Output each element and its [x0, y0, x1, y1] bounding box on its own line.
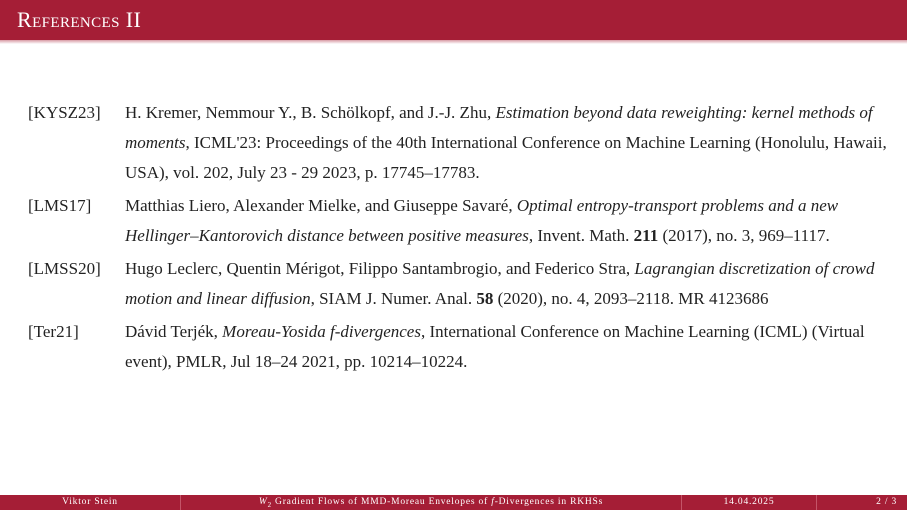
reference-body	[125, 98, 888, 188]
reference-item	[28, 191, 888, 251]
reference-item	[28, 254, 888, 314]
reference-volume: 211	[633, 226, 659, 245]
reference-authors: H. Kremer, Nemmour Y., B. Schölkopf, and J.-J. Zhu,	[125, 103, 496, 122]
reference-item	[28, 317, 888, 377]
footer-title-mid: Gradient Flows of MMD-Moreau Envelopes of	[271, 497, 492, 507]
reference-details: (2017), no. 3, 969–1117.	[658, 226, 830, 245]
reference-details: , ICML'23: Proceedings of the 40th International Conference on Machine Learning (Honolulu, Hawaii, USA), vol. 202, July 23 - 29 2023, p. 17745–17783.	[125, 133, 887, 182]
footer-talk-title	[181, 495, 681, 510]
reference-key: [LMS17]	[28, 196, 92, 215]
header-bar	[0, 0, 907, 40]
page-title: References II	[17, 7, 142, 32]
reference-details: (2020), no. 4, 2093–2118. MR 4123686	[493, 289, 769, 308]
reference-volume: 58	[476, 289, 494, 308]
reference-authors: Matthias Liero, Alexander Mielke, and Giuseppe Savaré,	[125, 196, 517, 215]
reference-authors: Dávid Terjék,	[125, 322, 223, 341]
reference-authors: Hugo Leclerc, Quentin Mérigot, Filippo Santambrogio, and Federico Stra,	[125, 259, 635, 278]
reference-key: [KYSZ23]	[28, 103, 101, 122]
reference-journal: , SIAM J. Numer. Anal.	[310, 289, 477, 308]
footer-date: 14.04.2025	[723, 497, 775, 507]
reference-title: Lagrangian discretization of crowd motion and linear diffusion	[125, 259, 875, 308]
reference-journal: , Invent. Math.	[528, 226, 634, 245]
footer-bar	[0, 495, 907, 510]
reference-item	[28, 98, 888, 188]
footer-title-end: -Divergences in RKHSs	[494, 497, 604, 507]
reference-list	[28, 98, 888, 380]
reference-title: Optimal entropy-transport problems and a new Hellinger–Kantorovich distance between positive measures	[125, 196, 839, 245]
reference-body	[125, 254, 888, 314]
page-number: 2 / 3	[876, 497, 897, 507]
reference-body	[125, 317, 888, 377]
footer-author: Viktor Stein	[62, 497, 118, 507]
reference-details: , International Conference on Machine Learning (ICML) (Virtual event), PMLR, Jul 18–24 2021, pp. 10214–10224.	[125, 322, 865, 371]
reference-key: [Ter21]	[28, 322, 79, 341]
footer-page-number	[817, 495, 907, 510]
reference-title: Estimation beyond data reweighting: kernel methods of moments	[125, 103, 873, 152]
footer-title-f: f	[491, 497, 495, 507]
header-shadow	[0, 40, 907, 44]
reference-key: [LMSS20]	[28, 259, 101, 278]
reference-title: Moreau-Yosida f-divergences	[222, 322, 421, 341]
footer-title-sub: 2	[267, 500, 272, 509]
reference-body	[125, 191, 888, 251]
footer-title-w: W	[258, 497, 268, 507]
